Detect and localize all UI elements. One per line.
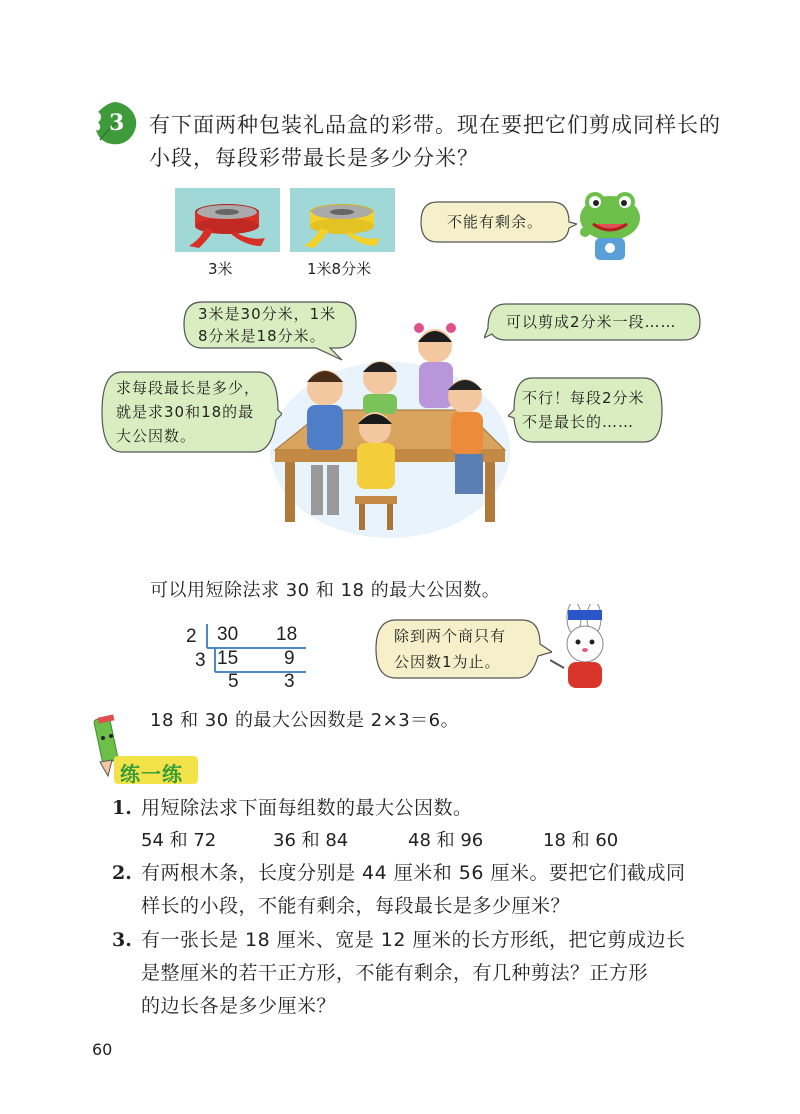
row2-b: 9	[284, 648, 295, 669]
exercise-2-line2: 样长的小段，不能有剩余，每段最长是多少厘米？	[141, 895, 571, 917]
short-division-intro: 可以用短除法求 30 和 18 的最大公因数。	[150, 580, 501, 601]
boy-right-line2: 不是最长的……	[522, 413, 635, 431]
exercise-2-line1: 有两根木条，长度分别是 44 厘米和 56 厘米。要把它们截成同	[141, 862, 686, 884]
speech-bubble-rabbit	[372, 618, 552, 682]
row3-a: 5	[228, 671, 239, 692]
frog-bubble-text: 不能有剩余。	[447, 213, 544, 231]
problem-badge	[92, 100, 140, 148]
rabbit-line1: 除到两个商只有	[394, 627, 507, 645]
pair-2: 36 和 84	[273, 830, 349, 851]
boy-right-line1: 不行！每段2分米	[522, 389, 645, 407]
result-text: 18 和 30 的最大公因数是 2×3＝6。	[150, 710, 460, 731]
conversion-line2: 8分米是18分米。	[198, 327, 326, 345]
rabbit-icon	[550, 604, 620, 694]
pair-1: 54 和 72	[141, 830, 217, 851]
problem-number: 3	[109, 110, 125, 136]
rabbit-mascot	[550, 604, 620, 694]
girl-bubble-text: 可以剪成2分米一段……	[506, 313, 677, 331]
exercise-2-number: 2.	[112, 862, 132, 884]
boy-left-line1: 求每段最长是多少，	[116, 379, 261, 397]
frog-icon	[575, 188, 645, 268]
practice-heading	[86, 714, 201, 784]
row3-b: 3	[284, 671, 295, 692]
practice-heading-text: 练一练	[120, 762, 183, 786]
conversion-line1: 3米是30分米，1米	[198, 305, 337, 323]
speech-bubble-girl	[484, 302, 704, 344]
exercise-3-number: 3.	[112, 929, 132, 951]
ribbon-label-red: 3米	[208, 260, 233, 278]
pair-3: 48 和 96	[408, 830, 484, 851]
exercise-1-number: 1.	[112, 797, 132, 819]
pair-4: 18 和 60	[543, 830, 619, 851]
division-lines	[180, 622, 320, 692]
problem-text-line2: 小段，每段彩带最长是多少分米？	[149, 146, 479, 170]
speech-bubble-conversion	[180, 300, 360, 362]
exercise-1-text: 用短除法求下面每组数的最大公因数。	[141, 797, 473, 819]
exercise-3-line3: 的边长各是多少厘米？	[141, 995, 337, 1017]
exercise-3-line1: 有一张长是 18 厘米、宽是 12 厘米的长方形纸，把它剪成边长	[141, 929, 686, 951]
page-number: 60	[92, 1040, 113, 1059]
yellow-ribbon-icon	[290, 188, 395, 252]
frog-mascot	[575, 188, 645, 268]
red-ribbon-icon	[175, 188, 280, 252]
boy-left-line3: 大公因数。	[116, 427, 197, 445]
ribbon-spool-red	[175, 188, 280, 252]
row2-a: 15	[217, 648, 239, 669]
row1-b: 18	[276, 624, 298, 645]
speech-bubble-frog	[417, 200, 577, 244]
divisor-2: 3	[195, 650, 206, 671]
ribbon-spool-yellow	[290, 188, 395, 252]
exercise-3-line2: 是整厘米的若干正方形，不能有剩余，有几种剪法？正方形	[141, 962, 649, 984]
short-division	[180, 622, 320, 692]
problem-text-line1: 有下面两种包装礼品盒的彩带。现在要把它们剪成同样长的	[149, 113, 721, 137]
ribbon-label-yellow: 1米8分米	[307, 260, 372, 278]
row1-a: 30	[217, 624, 239, 645]
boy-left-line2: 就是求30和18的最	[116, 403, 255, 421]
divisor-1: 2	[186, 626, 197, 647]
rabbit-line2: 公因数1为止。	[394, 653, 501, 671]
speech-bubble-boy-left	[98, 370, 282, 456]
speech-bubble-boy-right	[508, 376, 666, 446]
